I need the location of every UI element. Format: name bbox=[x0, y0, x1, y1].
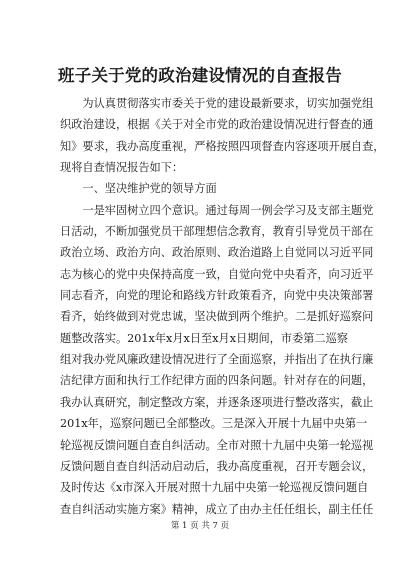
paragraph-line: 志为核心的党中央保持高度一致，自觉向党中央看齐，向习近平 bbox=[60, 267, 374, 281]
paragraph-line: 我办认真研究，制定整改方案，并逐条逐项进行整改落实，截止 bbox=[60, 395, 374, 409]
paragraph-line: 为认真贯彻落实市委关于党的建设最新要求，切实加强党组 bbox=[60, 97, 374, 110]
paragraph-line: 同志看齐，向党的理论和路线方针政策看齐，向党中央决策部署 bbox=[60, 289, 374, 303]
page-footer: 第 1 页 共 7 页 bbox=[170, 521, 230, 531]
paragraph-line: 看齐，始终做到对党忠诚，坚决做到两个维护。二是抓好巡察问 bbox=[60, 310, 374, 324]
paragraph-line: 题整改落实。201x年x月x日至x月x日期间，市委第二巡察 bbox=[60, 331, 348, 345]
paragraph-line: 日活动，不断加强党员干部理想信念教育，教育引导党员干部在 bbox=[60, 225, 374, 239]
paragraph-line: 轮巡视反馈问题自查自纠活动。全市对照十九届中央第一轮巡视 bbox=[60, 438, 374, 452]
document-title: 班子关于党的政治建设情况的自查报告 bbox=[58, 66, 342, 85]
document-body bbox=[60, 93, 385, 520]
paragraph-line: 织政治建设，根据《关于对全市党的政治建设情况进行督查的通 bbox=[60, 118, 374, 132]
paragraph-line: 洁纪律方面和执行工作纪律方面的四条问题。针对存在的问题， bbox=[60, 374, 374, 388]
section-heading: 一、坚决维护党的领导方面 bbox=[60, 182, 217, 196]
paragraph-line: 现将自查情况报告如下： bbox=[60, 161, 184, 175]
paragraph-line: 组对我办党风廉政建设情况进行了全面巡察，并指出了在执行廉 bbox=[60, 353, 374, 367]
paragraph-line: 知》要求，我办高度重视，严格按照四项督查内容逐项开展自查， bbox=[60, 139, 385, 153]
paragraph-line: 查自纠活动实施方案》精神，成立了由办主任任组长，副主任任 bbox=[60, 502, 374, 516]
paragraph-line: 一是牢固树立四个意识。通过每周一例会学习及支部主题党 bbox=[60, 203, 374, 217]
paragraph-line: 及时传达《x市深入开展对照十九届中央第一轮巡视反馈问题自 bbox=[60, 481, 369, 495]
paragraph-line: 反馈问题自查自纠活动启动后，我办高度重视，召开专题会议， bbox=[60, 459, 374, 473]
paragraph-line: 201x年，巡察问题已全部整改。三是深入开展十九届中央第一 bbox=[60, 417, 368, 431]
paragraph-line: 政治立场、政治方向、政治原则、政治道路上自觉同以习近平同 bbox=[60, 246, 374, 260]
